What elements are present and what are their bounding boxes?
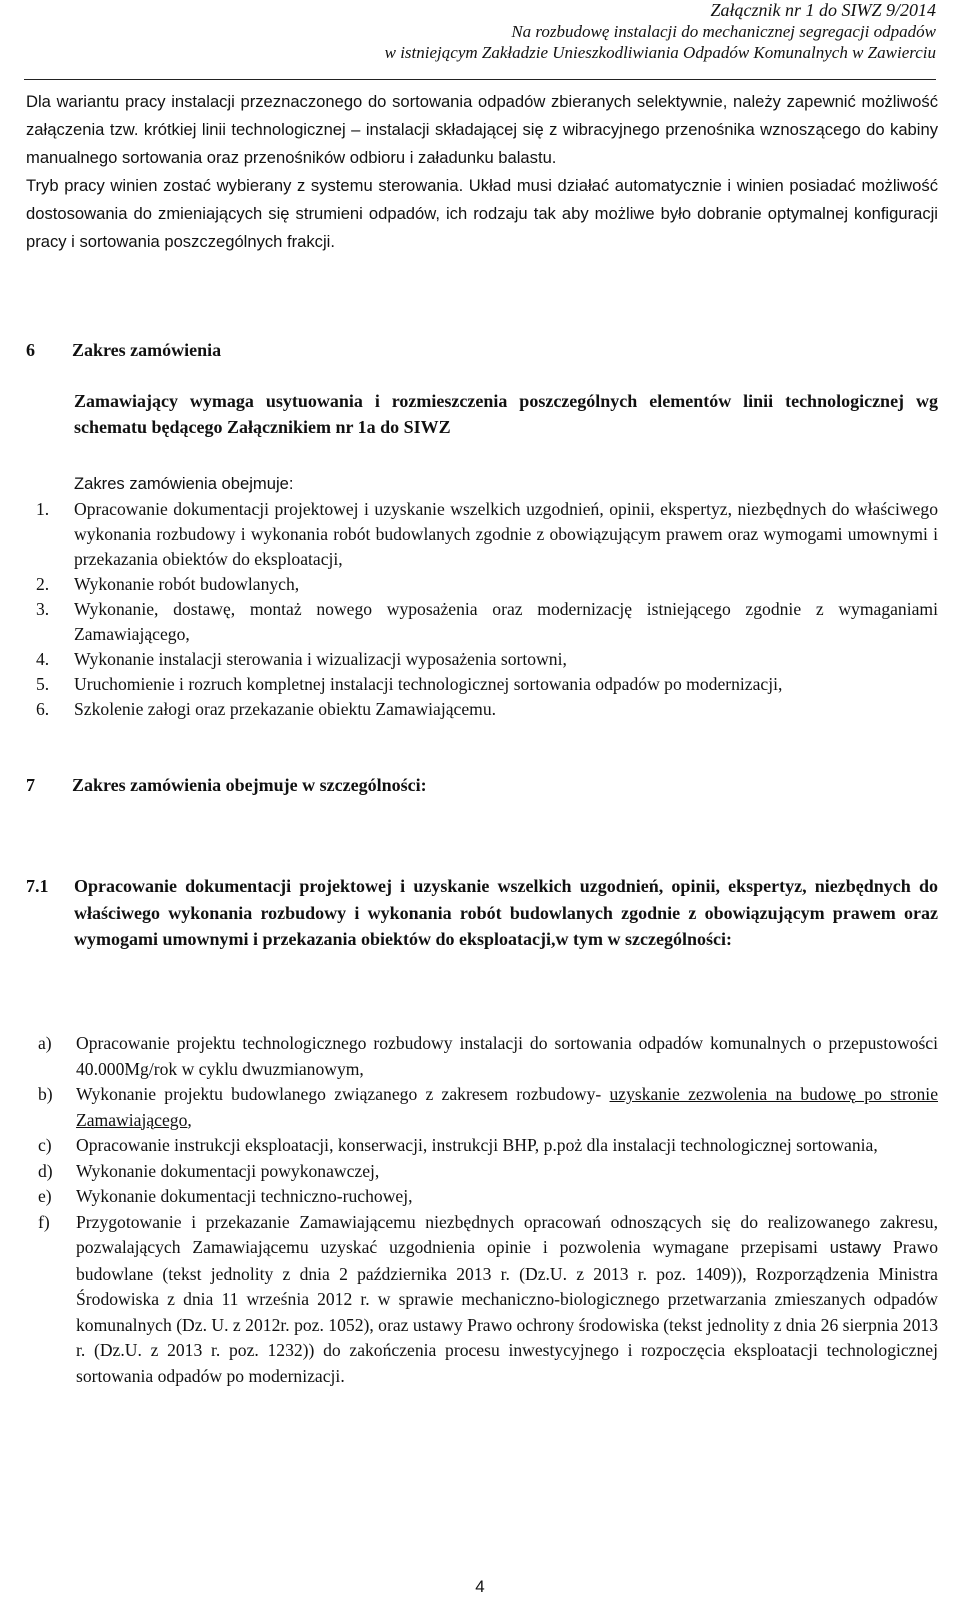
page-header [36,0,936,63]
list-item: 6. Szkolenie załogi oraz przekazanie obiektu Zamawiającemu. [36,699,497,719]
section-7-title: Zakres zamówienia obejmuje w szczególności: [72,775,427,795]
header-facility-line: w istniejącym Zakładzie Unieszkodliwiania Odpadów Komunalnych w Zawierciu [384,43,936,62]
section-7-1-list [38,1031,938,1389]
list-item-b: b) Wykonanie projektu budowlanego związanego z zakresem rozbudowy- uzyskanie zezwolenia na budowę po stronie Zamawiającego, [38,1084,939,1130]
section-6-number: 6 [26,340,35,360]
section-6-title: Zakres zamówienia [72,340,222,360]
list-item-f: f) Przygotowanie i przekazanie Zamawiającemu niezbędnych opracowań odnoszących się do realizowanego zakresu, pozwalających Zamawiającemu uzyskać uzgodnienia opinie i pozwolenia wymagane przepisami ustawy Prawo budowlane (tekst jednolity z dnia 2 października 2013 r. (Dz.U. z 2013 r. poz. 1409)), Rozporządzenia Ministra Środowiska z dnia 11 września 2012 r. w sprawie mechaniczno-biologicznego przetwarzania zmieszanych odpadów komunalnych (Dz. U. z 2012r. poz. 1052), oraz ustawy Prawo ochrony środowiska (tekst jednolity z dnia 26 sierpnia 2013 r. (Dz.U. z 2013 r. poz. 1232)) do zakończenia procesu inwestycyjnego i rozpoczęcia eksploatacji technologicznej sortowania odpadów po modernizacji. [38,1211,938,1386]
intro-paragraph-1: Dla wariantu pracy instalacji przeznaczonego do sortowania odpadów zbieranych selektywnie, należy zapewnić możliwość załączenia tzw. krótkiej linii technologicznej – instalacji składającej się z wibracyjnego przenośnika wznoszącego do kabiny manualnego sortowania oraz przenośników odbioru i załadunku balastu. [26,92,938,167]
header-divider [24,79,936,80]
section-6-heading [26,340,221,361]
scope-list [36,497,938,722]
header-attachment-line: Załącznik nr 1 do SIWZ 9/2014 [710,0,936,20]
intro-block [26,88,938,256]
list-item: 1. Opracowanie dokumentacji projektowej i uzyskanie wszelkich uzgodnień, opinii, ekspertyz, niezbędnych do właściwego wykonania rozbudowy i wykonania robót budowlanych zgodnie z obowiązującym prawem oraz wymogami umownymi i przekazania obiektów do eksploatacji, [36,499,938,569]
header-subject-line: Na rozbudowę instalacji do mechanicznej segregacji odpadów [511,22,936,41]
section-7-heading [26,775,427,796]
section-7-1-number: 7.1 [26,876,49,896]
section-7-1-title: Opracowanie dokumentacji projektowej i uzyskanie wszelkich uzgodnień, opinii, ekspertyz, niezbędnych do właściwego wykonania rozbudowy i wykonania robót budowlanych zgodnie z obowiązującym prawem oraz wymogami umownymi i przekazania obiektów do eksploatacji,w tym w szczególności: [74,876,938,949]
scope-intro: Zakres zamówienia obejmuje: [74,474,294,493]
building-permit-note: uzyskanie zezwolenia na budowę po stronie Zamawiającego [76,1084,939,1130]
section-6-requirement: Zamawiający wymaga usytuowania i rozmieszczenia poszczególnych elementów linii technologicznej wg schematu będącego Załącznikiem nr 1a do SIWZ [74,391,938,437]
list-item: 4. Wykonanie instalacji sterowania i wizualizacji wyposażenia sortowni, [36,649,567,669]
intro-paragraph-2: Tryb pracy winien zostać wybierany z systemu sterowania. Układ musi działać automatycznie i winien posiadać możliwość dostosowania do zmieniających się strumieni odpadów, ich rodzaju tak aby możliwe było dobranie optymalnej konfiguracji pracy i sortowania poszczególnych frakcji. [26,176,938,251]
section-7-1-heading [26,873,938,953]
list-item-a: a) Opracowanie projektu technologicznego rozbudowy instalacji do sortowania odpadów komunalnych o przepustowości 40.000Mg/rok w cyklu dwuzmianowym, [38,1033,938,1079]
list-item: 2. Wykonanie robót budowlanych, [36,574,300,594]
list-item-c: c) Opracowanie instrukcji eksploatacji, konserwacji, instrukcji BHP, p.poż dla instalacji technologicznej sortowania, [38,1135,878,1155]
list-item-d: d) Wykonanie dokumentacji powykonawczej, [38,1160,380,1181]
page-number: 4 [475,1577,485,1596]
section-7-number: 7 [26,775,35,795]
list-item: 5. Uruchomienie i rozruch kompletnej instalacji technologicznej sortowania odpadów po modernizacji, [36,674,783,694]
list-item-e: e) Wykonanie dokumentacji techniczno-ruchowej, [38,1186,413,1206]
list-item: 3. Wykonanie, dostawę, montaż nowego wyposażenia oraz modernizację istniejącego zgodnie z wymaganiami Zamawiającego, [36,599,938,644]
